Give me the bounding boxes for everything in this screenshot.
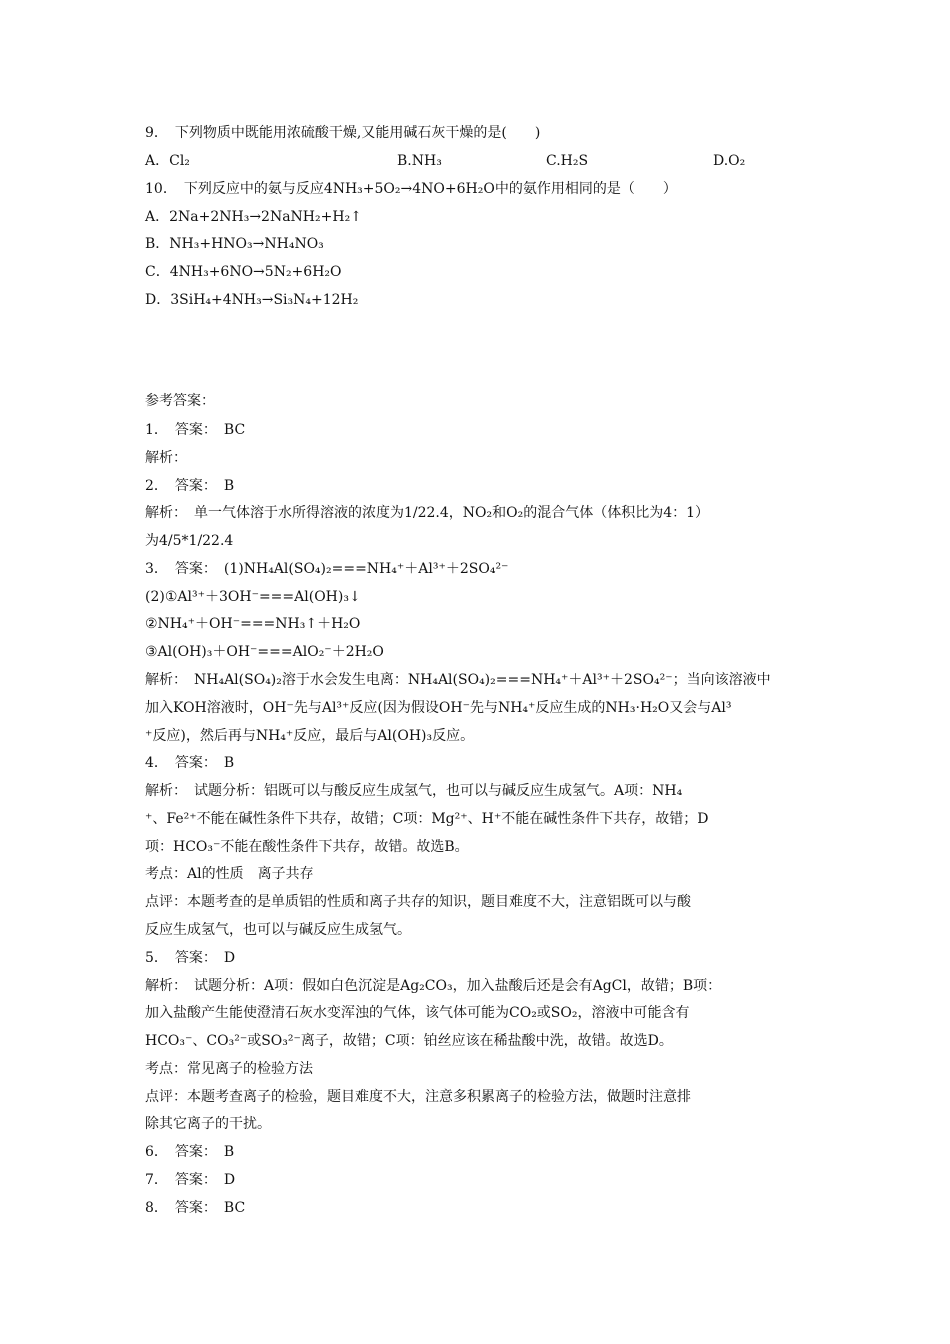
question-9-stem: 9． 下列物质中既能用浓硫酸干燥,又能用碱石灰干燥的是( ) — [145, 125, 541, 141]
q10-option-b: B．NH₃+HNO₃→NH₄NO₃ — [145, 236, 324, 252]
q9-option-c: C.H₂S — [546, 153, 589, 169]
answer-line: 考点：常见离子的检验方法 — [145, 1061, 313, 1077]
answer-line: 8． 答案： BC — [145, 1200, 246, 1216]
answer-line: (2)①Al³⁺＋3OH⁻===Al(OH)₃↓ — [145, 589, 361, 605]
answer-line: 3． 答案： (1)NH₄Al(SO₄)₂===NH₄⁺＋Al³⁺＋2SO₄²⁻ — [145, 561, 509, 577]
answer-line: 反应生成氢气，也可以与碱反应生成氢气。 — [145, 922, 411, 938]
answer-line: 考点：Al的性质 离子共存 — [145, 866, 314, 882]
q10-option-a: A．2Na+2NH₃→2NaNH₂+H₂↑ — [145, 209, 362, 225]
answer-line: ⁺、Fe²⁺不能在碱性条件下共存，故错；C项：Mg²⁺、H⁺不能在碱性条件下共存，故错；D — [145, 811, 709, 827]
answer-line: 2． 答案： B — [145, 478, 235, 494]
answer-line: 解析： — [145, 450, 187, 466]
q9-option-d: D.O₂ — [713, 153, 746, 169]
answer-line: 解析： 单一气体溶于水所得溶液的浓度为1/22.4，NO₂和O₂的混合气体（体积比为4：1） — [145, 505, 710, 521]
q9-option-a: A．Cl₂ — [145, 153, 190, 169]
answer-line: ②NH₄⁺＋OH⁻===NH₃↑＋H₂O — [145, 616, 361, 632]
answer-line: 点评：本题考查的是单质铝的性质和离子共存的知识，题目难度不大，注意铝既可以与酸 — [145, 894, 691, 910]
q10-option-d: D．3SiH₄+4NH₃→Si₃N₄+12H₂ — [145, 292, 359, 308]
answers-heading: 参考答案： — [145, 393, 215, 409]
answer-line: 解析： 试题分析：A项：假如白色沉淀是Ag₂CO₃，加入盐酸后还是会有AgCl，故错；B项： — [145, 978, 722, 994]
answer-line: 5． 答案： D — [145, 950, 236, 966]
q9-option-b: B.NH₃ — [397, 153, 442, 169]
answer-line: 点评：本题考查离子的检验，题目难度不大，注意多积累离子的检验方法，做题时注意排 — [145, 1089, 691, 1105]
answer-line: 解析： NH₄Al(SO₄)₂溶于水会发生电离：NH₄Al(SO₄)₂===NH₄⁺＋Al³⁺＋2SO₄²⁻；当向该溶液中 — [145, 672, 771, 688]
answer-line: ⁺反应)，然后再与NH₄⁺反应，最后与Al(OH)₃反应。 — [145, 728, 475, 744]
answer-line: 项：HCO₃⁻不能在酸性条件下共存，故错。故选B。 — [145, 839, 469, 855]
answer-line: 加入盐酸产生能使澄清石灰水变浑浊的气体，该气体可能为CO₂或SO₂，溶液中可能含有 — [145, 1005, 690, 1021]
answer-line: 解析： 试题分析：铝既可以与酸反应生成氢气，也可以与碱反应生成氢气。A项：NH₄ — [145, 783, 683, 799]
q10-option-c: C．4NH₃+6NO→5N₂+6H₂O — [145, 264, 342, 280]
answer-line: 1． 答案： BC — [145, 422, 246, 438]
answer-line: 除其它离子的干扰。 — [145, 1116, 271, 1132]
answer-line: 7． 答案： D — [145, 1172, 236, 1188]
answer-line: 6． 答案： B — [145, 1144, 235, 1160]
answer-line: 为4/5*1/22.4 — [145, 533, 234, 549]
answer-line: 4． 答案： B — [145, 755, 235, 771]
answer-line: HCO₃⁻、CO₃²⁻或SO₃²⁻离子，故错；C项：铂丝应该在稀盐酸中洗，故错。故选D。 — [145, 1033, 673, 1049]
answer-line: 加入KOH溶液时，OH⁻先与Al³⁺反应(因为假设OH⁻先与NH₄⁺反应生成的NH₃·H₂O又会与Al³ — [145, 700, 732, 716]
answer-line: ③Al(OH)₃＋OH⁻===AlO₂⁻＋2H₂O — [145, 644, 384, 660]
question-10-stem: 10． 下列反应中的氨与反应4NH₃+5O₂→4NO+6H₂O中的氨作用相同的是（ ） — [145, 181, 677, 197]
